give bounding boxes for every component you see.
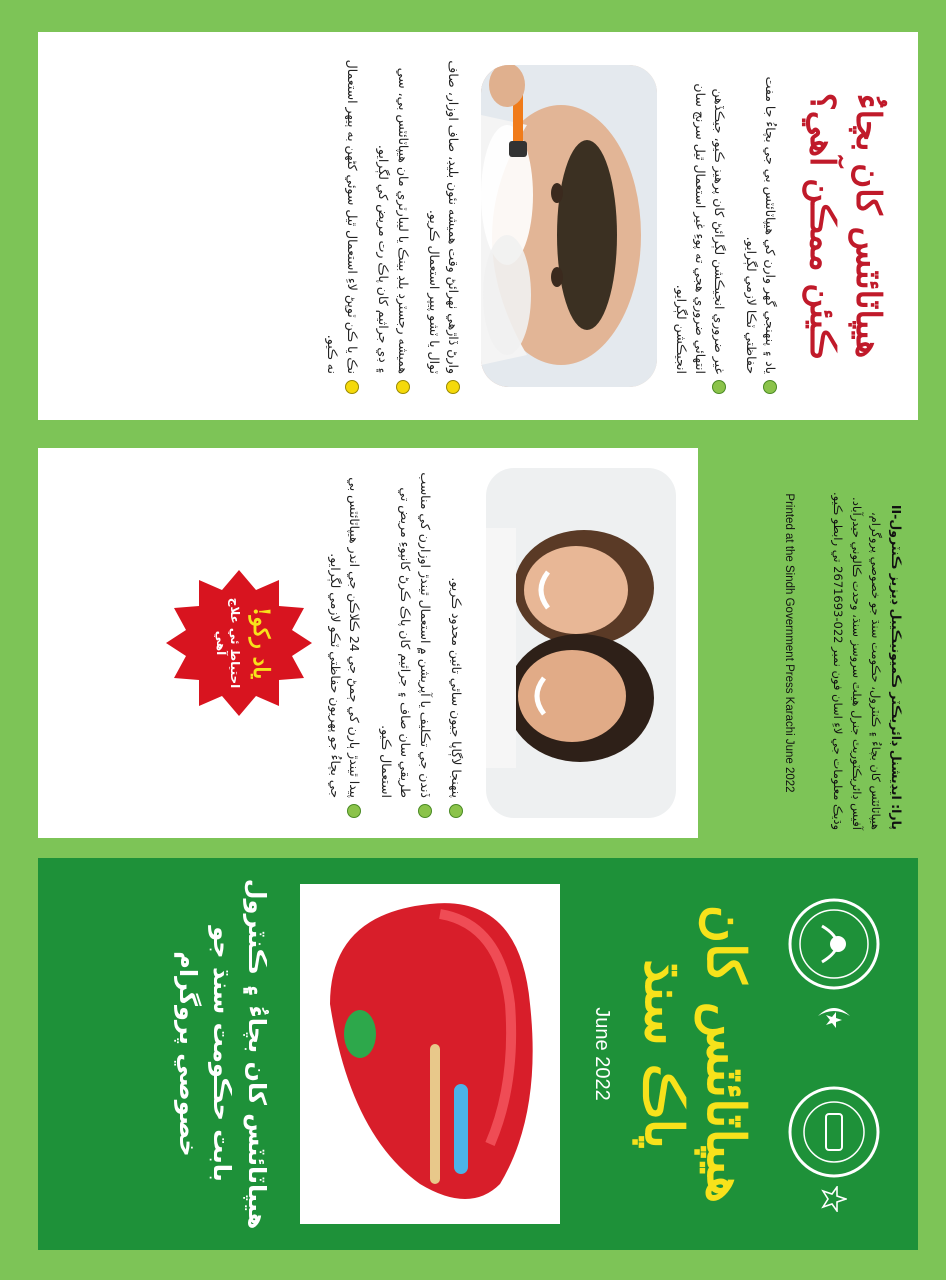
cover-subtitle-line2: بابت حڪومت سنڌ جو — [208, 926, 237, 1182]
prevention-bullet: غير ضروري انجيڪشن لڳرائڻ کان پرهيز ڪيو، جيڪڏهن انتهائي ضروري هجي ته پوءِ غير استعمال ٿيل سرنج سان انجيڪشن لڳرايو. — [671, 58, 729, 394]
precaution-bullet: پنهنجا لاڳاپا جيون ساٿي تائين محدود ڪريو. — [447, 468, 466, 818]
cover-subtitle: هيپاٽائٽس کان بچاءُ ۽ ڪنٽرول — [243, 878, 272, 1230]
couple-illustration — [486, 468, 676, 818]
contact-line: پارا: ايڊيشنل ڊائريڪٽر ڪميونيڪيبل ڊيزيز ڪنٽرول-II — [889, 504, 904, 830]
precaution-bullet: پيدا ٿيندڙ ٻارن کي ڄمڻ جي 24 ڪلاڪن جي اندر هيپاٽائٽس بي جي بچاءُ جو پهريون حفاظتي ٽڪو لازمي لڳرايو. — [326, 468, 365, 818]
prevention-bullet: ياد ۽ پنهنجي گهر وارن کي هيپاٽائٽس بي جي بچاءُ جا مفت حفاظتي ٽڪا لازمي لڳرايو. — [741, 58, 780, 394]
bullet-icon — [446, 380, 460, 394]
contact-line: وڌيڪ معلومات جي لاءِ اسان فون نمبر 022-2671693 تي رابطو ڪيو. — [831, 492, 846, 830]
cm-initiative-emblem-icon — [786, 1084, 882, 1180]
precautions-panel — [38, 448, 698, 838]
prevention-bullet: وارڻ ڏاڙهي ٺهرائڻ وقت هميشه نئون بليڊ، صاف اوزار، صاف ٽوال يا ٽشو پيپر استعمال ڪريو. — [425, 58, 464, 394]
precautions-panel-content — [38, 448, 698, 838]
bullet-icon — [396, 380, 410, 394]
remember-badge — [164, 568, 314, 718]
bullet-icon — [712, 380, 726, 394]
contact-line: آفيس ڊائريڪٽوريٽ جنرل هيلٿ سروسز سنڌ، وحدت ڪالوني حيدرآباد. — [850, 497, 865, 830]
bullet-icon — [418, 804, 432, 818]
liver-illustration — [300, 884, 560, 1224]
bullet-icon — [449, 804, 463, 818]
shaving-illustration — [481, 65, 657, 387]
contact-line: هيپاٽائٽس کان بچاءُ ۽ ڪنٽرول، حڪومت سنڌ جو خصوصي پروگرام، — [869, 511, 884, 830]
bullet-icon — [345, 380, 359, 394]
badge-subtitle: احتياط ئي علاج آهي — [213, 597, 242, 689]
chief-minister-seal — [786, 1084, 882, 1212]
prevention-title: هيپاٽائٽس کان بچاءُ ڪيئن ممڪن آهي؟ — [802, 92, 888, 360]
crescent-star-icon — [814, 998, 854, 1028]
bullet-icon — [348, 804, 362, 818]
badge-title: ياد رکو! — [247, 606, 274, 680]
precaution-bullet: ڏندن جي تڪليف يا آپريشن ۾ استعمال ٿيندڙ اوزارن کي مناسب طريقي سان صاف ۽ جراثيم کان پاڪ ڪرڻ کانپوءِ مريض تي استعمال ڪيو. — [377, 468, 435, 818]
star-icon — [821, 1186, 847, 1212]
govt-emblem-icon — [786, 896, 882, 992]
prevention-bullet: هميشه رجسٽرڊ بلڊ بينڪ يا ليبارٽري مان هيپاٽائٽس بي، سي ۽ ڊي جراثيم کان پاڪ رت مريض کي لڳرايو. — [374, 58, 413, 394]
liver-icon — [300, 884, 560, 1224]
cover-panel — [38, 858, 918, 1250]
contact-strip-content — [698, 448, 918, 838]
prevention-bullet: نڪ يا ڪن ٽوپڻ لاءِ استعمال ٿيل سوئي کڻهن به ٻيهر استعمال نه ڪيو. — [323, 58, 362, 394]
bullet-icon — [763, 380, 777, 394]
cover-subtitle-line3: خصوصي پروگرام — [173, 951, 202, 1157]
cover-title-line2: پاڪ سنڌ — [632, 959, 694, 1149]
cover-date: June 2022 — [591, 1007, 614, 1101]
shaving-photo — [481, 65, 657, 387]
cover-title: هيپاٽائٽس کان — [695, 904, 756, 1204]
prevention-panel-content — [38, 32, 918, 420]
prevention-panel — [38, 32, 918, 420]
couple-photo — [486, 468, 676, 818]
printer-note: Printed at the Sindh Government Press Karachi June 2022 — [783, 493, 796, 793]
sindh-govt-seal — [786, 896, 882, 1028]
cover-panel-content — [38, 858, 918, 1250]
contact-strip — [698, 448, 918, 838]
